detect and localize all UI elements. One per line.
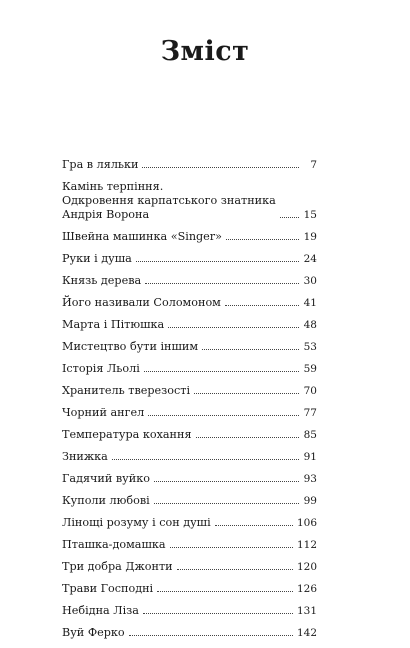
toc-entry-title: Температура кохання [62,428,192,441]
toc-entry-page: 99 [303,495,317,507]
toc-entry-page: 15 [303,209,317,221]
toc-entry-page: 126 [296,583,317,595]
toc-entry [62,180,317,222]
toc-entry-title: Камінь терпіння. Одкровення карпатського знатника Андрія Ворона [62,180,276,221]
toc-entry-title: Князь дерева [62,274,142,287]
toc-entry [62,274,317,288]
toc-entry [62,230,317,244]
dot-leader [170,547,293,548]
toc-entry [62,340,317,354]
toc-entry [62,296,317,310]
toc-entry [62,582,317,596]
toc-entry-page: 120 [296,561,317,573]
dot-leader [144,371,299,372]
toc-entry [62,362,317,376]
toc-entry-title: Куполи любові [62,494,150,507]
dot-leader [154,481,299,482]
toc-entry-title: Марта і Пітюшка [62,318,165,331]
toc-entry [62,494,317,508]
toc-entry-page: 112 [296,539,317,551]
toc-entry-title: Руки і душа [62,252,132,265]
dot-leader [177,569,293,570]
toc-entry-page: 53 [303,341,317,353]
toc-entry [62,472,317,486]
toc-entry [62,384,317,398]
dot-leader [157,591,293,592]
toc-entry [62,158,317,172]
toc-entry-page: 24 [303,253,317,265]
toc-entry-page: 106 [296,517,317,529]
toc-entry-title: Гра в ляльки [62,158,139,171]
toc-entry-page: 19 [303,231,317,243]
dot-leader [196,437,299,438]
toc-entry-title: Історія Льолі [62,362,140,375]
toc-entry [62,318,317,332]
table-of-contents [62,158,317,648]
toc-entry-title: Його називали Соломоном [62,296,221,309]
toc-entry-page: 93 [303,473,317,485]
toc-entry-page: 131 [296,605,317,617]
dot-leader [226,239,299,240]
dot-leader [225,305,299,306]
toc-entry-title: Пташка-домашка [62,538,166,551]
toc-entry-title: Небідна Ліза [62,604,139,617]
toc-entry [62,252,317,266]
toc-entry-page: 7 [310,159,317,171]
toc-entry-page: 77 [303,407,317,419]
page-title: Зміст [160,36,250,67]
toc-entry-page: 48 [303,319,317,331]
toc-entry-title: Знижка [62,450,108,463]
toc-entry-title: Хранитель тверезості [62,384,191,397]
dot-leader [194,393,299,394]
toc-entry [62,450,317,464]
toc-entry [62,560,317,574]
toc-entry [62,428,317,442]
toc-entry [62,516,317,530]
toc-entry [62,604,317,618]
toc-entry [62,406,317,420]
toc-entry-page: 70 [303,385,317,397]
toc-entry-title: Швейна машинка «Singer» [62,230,222,243]
dot-leader [148,415,299,416]
toc-entry-title: Три добра Джонти [62,560,173,573]
dot-leader [215,525,293,526]
toc-entry [62,538,317,552]
dot-leader [202,349,299,350]
dot-leader [129,635,293,636]
toc-entry-page: 85 [303,429,317,441]
toc-entry [62,626,317,640]
dot-leader [142,167,299,168]
dot-leader [154,503,299,504]
dot-leader [112,459,299,460]
dot-leader [143,613,293,614]
toc-entry-page: 59 [303,363,317,375]
toc-entry-page: 91 [303,451,317,463]
toc-entry-title: Лінощі розуму і сон душі [62,516,211,529]
dot-leader [168,327,299,328]
dot-leader [145,283,299,284]
toc-entry-title: Гадячий вуйко [62,472,150,485]
toc-entry-title: Чорний ангел [62,406,145,419]
dot-leader [136,261,299,262]
toc-entry-title: Мистецтво бути іншим [62,340,199,353]
toc-entry-page: 142 [296,627,317,639]
toc-entry-page: 41 [303,297,317,309]
toc-entry-page: 30 [303,275,317,287]
toc-entry-title: Трави Господні [62,582,154,595]
dot-leader [280,217,299,218]
toc-entry-title: Вуй Ферко [62,626,125,639]
